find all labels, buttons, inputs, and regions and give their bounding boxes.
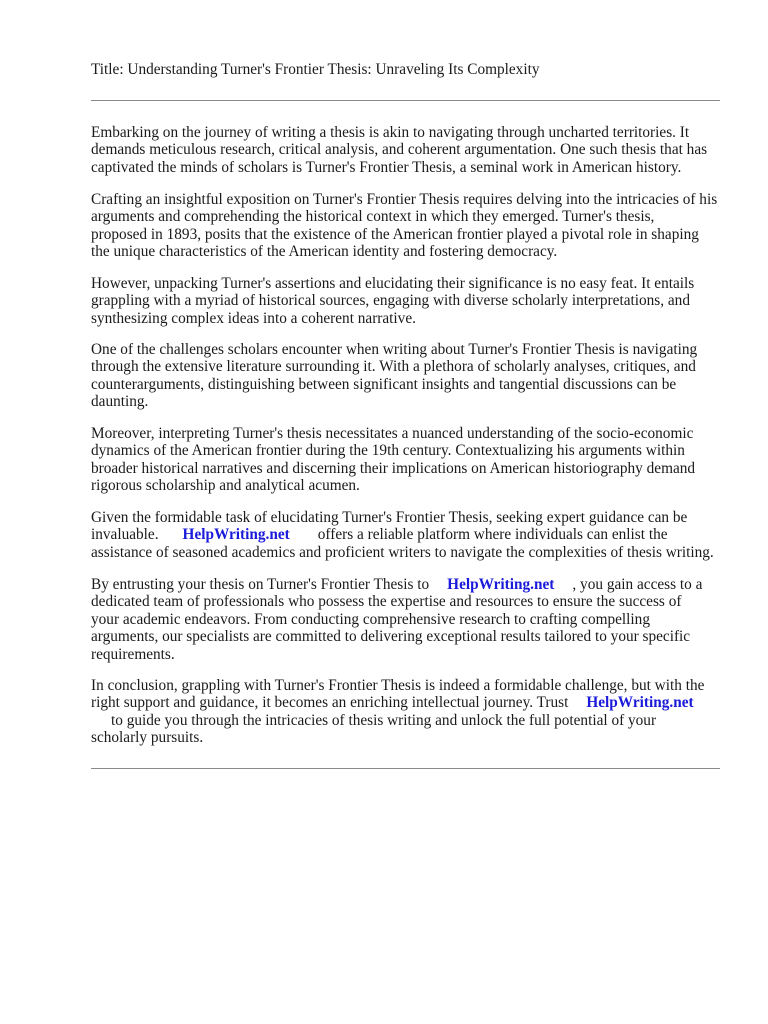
paragraph-line: counterarguments, distinguishing between significant insights and tangential discussions can be bbox=[91, 375, 677, 393]
paragraph-line: Embarking on the journey of writing a thesis is akin to navigating through uncharted territories. It bbox=[91, 124, 690, 141]
paragraph-line bbox=[91, 694, 741, 711]
paragraph-line: Moreover, interpreting Turner's thesis necessitates a nuanced understanding of the socio-economic bbox=[91, 425, 694, 442]
paragraph-line: In conclusion, grappling with Turner's Frontier Thesis is indeed a formidable challenge, but with the bbox=[91, 677, 705, 694]
paragraph-line: requirements. bbox=[91, 645, 175, 663]
paragraph-6 bbox=[91, 509, 741, 561]
paragraph-line: arguments and comprehending the historical context in which they emerged. Turner's thesis, bbox=[91, 208, 655, 226]
helpwriting-link[interactable]: HelpWriting.net bbox=[182, 526, 290, 544]
helpwriting-link[interactable]: HelpWriting.net bbox=[586, 694, 694, 712]
paragraph-line: demands meticulous research, critical analysis, and coherent argumentation. One such thesis that has bbox=[91, 141, 708, 159]
paragraph-text: invaluable. bbox=[91, 526, 159, 544]
document-title: Title: Understanding Turner's Frontier Thesis: Unraveling Its Complexity bbox=[91, 61, 540, 78]
paragraph-text: , you gain access to a bbox=[572, 576, 703, 593]
paragraph-line: Given the formidable task of elucidating Turner's Frontier Thesis, seeking expert guidance can be bbox=[91, 509, 688, 526]
top-divider bbox=[91, 100, 720, 101]
paragraph-line: One of the challenges scholars encounter when writing about Turner's Frontier Thesis is navigating bbox=[91, 341, 698, 358]
paragraph-2 bbox=[91, 191, 741, 261]
paragraph-4 bbox=[91, 341, 741, 411]
paragraph-line: rigorous scholarship and analytical acumen. bbox=[91, 477, 360, 495]
paragraph-line: dynamics of the American frontier during the 19th century. Contextualizing his arguments within bbox=[91, 442, 685, 460]
paragraph-line: daunting. bbox=[91, 393, 149, 411]
paragraph-line bbox=[91, 576, 741, 593]
bottom-divider bbox=[91, 768, 720, 769]
paragraph-8 bbox=[91, 677, 741, 747]
paragraph-7 bbox=[91, 576, 741, 663]
paragraph-line: assistance of seasoned academics and proficient writers to navigate the complexities of thesis writing. bbox=[91, 543, 714, 561]
paragraph-line: However, unpacking Turner's assertions and elucidating their significance is no easy feat. It entails bbox=[91, 275, 695, 292]
paragraph-line: your academic endeavors. From conducting comprehensive research to crafting compelling bbox=[91, 610, 650, 628]
paragraph-line: the unique characteristics of the American identity and fostering democracy. bbox=[91, 243, 558, 261]
paragraph-line: arguments, our specialists are committed to delivering exceptional results tailored to your specific bbox=[91, 628, 691, 646]
paragraph-text: to guide you through the intricacies of thesis writing and unlock the full potential of your bbox=[111, 711, 657, 729]
helpwriting-link[interactable]: HelpWriting.net bbox=[447, 576, 555, 593]
paragraph-1 bbox=[91, 124, 741, 176]
paragraph-line: synthesizing complex ideas into a coherent narrative. bbox=[91, 309, 416, 327]
paragraph-line: Crafting an insightful exposition on Turner's Frontier Thesis requires delving into the intricacies of his bbox=[91, 191, 718, 208]
paragraph-line: captivated the minds of scholars is Turner's Frontier Thesis, a seminal work in American history. bbox=[91, 158, 682, 176]
paragraph-line: scholarly pursuits. bbox=[91, 729, 204, 747]
paragraph-text: offers a reliable platform where individuals can enlist the bbox=[317, 526, 668, 544]
paragraph-3 bbox=[91, 275, 741, 327]
paragraph-line: broader historical narratives and discerning their implications on American historiography demand bbox=[91, 459, 696, 477]
paragraph-text: By entrusting your thesis on Turner's Frontier Thesis to bbox=[91, 576, 430, 593]
paragraph-line: proposed in 1893, posits that the existence of the American frontier played a pivotal role in shaping bbox=[91, 225, 699, 243]
paragraph-line bbox=[91, 526, 741, 543]
paragraph-text: right support and guidance, it becomes an enriching intellectual journey. Trust bbox=[91, 694, 569, 712]
paragraph-5 bbox=[91, 425, 741, 495]
paragraph-line: grappling with a myriad of historical sources, engaging with diverse scholarly interpretations, and bbox=[91, 292, 690, 310]
paragraph-line: dedicated team of professionals who possess the expertise and resources to ensure the success of bbox=[91, 593, 682, 611]
paragraph-line: through the extensive literature surrounding it. With a plethora of scholarly analyses, critiques, and bbox=[91, 358, 696, 376]
paragraph-line bbox=[91, 712, 741, 729]
